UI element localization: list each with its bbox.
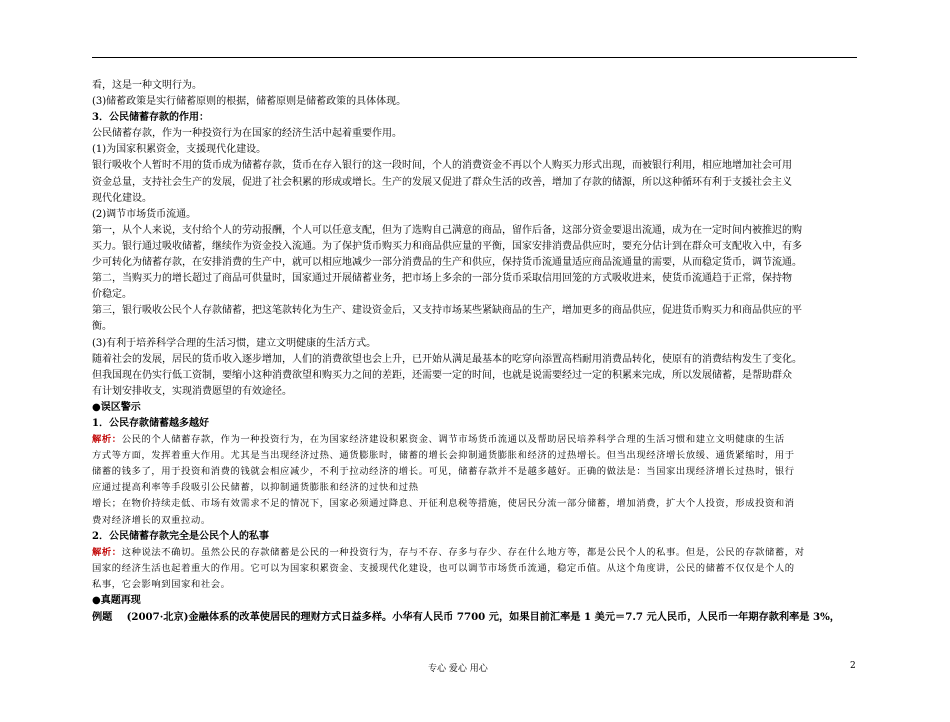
text-line: 私事，它会影响到国家和社会。 [92, 578, 231, 590]
text-line: (2)调节市场货币流通。 [92, 208, 197, 220]
text-line: 有计划安排收支，实现消费愿望的有效途径。 [92, 385, 292, 397]
example-label: 例题 [92, 611, 113, 624]
header-rule [92, 57, 857, 58]
text-line: 应通过提高利率等手段吸引公民储蓄，以抑制通货膨胀和经济的过快和过热 [92, 482, 419, 494]
text-line: 衡。 [92, 321, 112, 333]
example-text: (2007·北京)金融体系的改革使居民的理财方式日益多样。小华有人民币 7700 元，如果目前汇率是 1 美元＝7.7 元人民币，人民币一年期存款利率是 3%， [126, 611, 840, 624]
page-number: 2 [850, 661, 856, 671]
text-line: 但我国现在仍实行低工资制，要缩小这种消费欲望和购买力之间的差距，还需要一定的时间，也就是说需要经过一定的积累来完成，所以发展储蓄，是帮助群众 [92, 369, 792, 381]
example-line [92, 609, 857, 625]
analysis-line [92, 545, 857, 561]
text-line: 资金总量，支持社会生产的发展，促进了社会积累的形成或增长。生产的发展又促进了群众生活的改善，增加了存款的储源，所以这种循环有利于支援社会主义 [92, 176, 792, 188]
text-line: (3)有利于培养科学合理的生活习惯，建立文明健康的生活方式。 [92, 337, 377, 349]
subheading: 1．公民存款储蓄越多越好 [92, 417, 209, 429]
text-line: 增长；在物价持续走低、市场有效需求不足的情况下，国家必须通过降息、开征利息税等措施，使居民分流一部分储蓄，增加消费，扩大个人投资，形成投资和消 [92, 498, 795, 510]
text-line: 第一，从个人来说，支付给个人的劳动报酬，个人可以任意支配，但为了选购自己满意的商品，留作后备，这部分资金要退出流通，成为在一定时间内被推迟的购 [92, 224, 802, 236]
text-line: 现代化建设。 [92, 192, 152, 204]
section-heading-misconceptions: ●误区警示 [92, 401, 141, 413]
footer-motto: 专心 爱心 用心 [428, 664, 488, 674]
text-line: 费对经济增长的双重拉动。 [92, 514, 211, 526]
text-line: (1)为国家积累资金，支援现代化建设。 [92, 144, 267, 156]
text-line: (3)储蓄政策是实行储蓄原则的根据，储蓄原则是储蓄政策的具体体现。 [92, 96, 407, 108]
subheading: 2．公民储蓄存款完全是公民个人的私事 [92, 530, 269, 542]
text-line: 第二，当购买力的增长超过了商品可供量时，国家通过开展储蓄业务，把市场上多余的一部分货币采取信用回笼的方式吸收进来，使货币流通趋于正常，保持物 [92, 273, 792, 285]
text-line: 国家的经济生活也起着重大的作用。它可以为国家积累资金、支援现代化建设，也可以调节市场货币流通，稳定币值。从这个角度讲，公民的储蓄不仅仅是个人的 [92, 562, 795, 574]
text-span: 公民的个人储蓄存款，作为一种投资行为，在为国家经济建设积累资金、调节市场货币流通以及帮助居民培养科学合理的生活习惯和建立文明健康的生活 [121, 434, 785, 446]
text-line: 储蓄的钱多了，用于投资和消费的钱就会相应减少，不利于拉动经济的增长。可见，储蓄存款并不是越多越好。正确的做法是：当国家出现经济增长过热时，银行 [92, 466, 795, 478]
text-line: 公民储蓄存款，作为一种投资行为在国家的经济生活中起着重要作用。 [92, 128, 402, 140]
text-line: 买力。银行通过吸收储蓄，继续作为资金投入流通。为了保护货币购买力和商品供应量的平衡，国家安排消费品供应时，要充分估计到在群众可支配收入中，有多 [92, 240, 802, 252]
analysis-label: 解析： [92, 434, 122, 446]
text-line: 看，这是一种文明行为。 [92, 80, 202, 91]
text-line: 第三，银行吸收公民个人存款储蓄，把这笔款转化为生产、建设资金后，又支持市场某些紧缺商品的生产，增加更多的商品供应，促进货币购买力和商品供应的平 [92, 305, 802, 317]
text-span: 这种说法不确切。虽然公民的存款储蓄是公民的一种投资行为，存与不存、存多与存少、存在什么地方等，都是公民个人的私事。但是，公民的存款储蓄，对 [121, 546, 805, 558]
section-heading: 3．公民储蓄存款的作用： [92, 112, 209, 124]
analysis-line [92, 432, 857, 448]
analysis-label: 解析： [92, 546, 122, 558]
text-line: 随着社会的发展，居民的货币收入逐步增加，人们的消费欲望也会上升，已开始从满足最基本的吃穿向添置高档耐用消费品转化，使原有的消费结构发生了变化。 [92, 353, 802, 365]
text-line: 少可转化为储蓄存款，在安排消费的生产中，就可以相应地减少一部分消费品的生产和供应，保持货币流通量适应商品流通量的需要，从而稳定货币，调节流通。 [92, 257, 802, 269]
text-line: 价稳定。 [92, 289, 132, 301]
text-line: 方式等方面，发挥着重大作用。尤其是当出现经济过热、通货膨胀时，储蓄的增长会抑制通货膨胀和经济的过热增长。但当出现经济增长放缓、通货紧缩时，用于 [92, 450, 795, 462]
text-line: 银行吸收个人暂时不用的货币成为储蓄存款，货币在存入银行的这一段时间，个人的消费资金不再以个人购买力形式出现，而被银行利用，相应地增加社会可用 [92, 160, 792, 172]
document-body [92, 78, 857, 625]
section-heading-past-exams: ●真题再现 [92, 595, 141, 606]
